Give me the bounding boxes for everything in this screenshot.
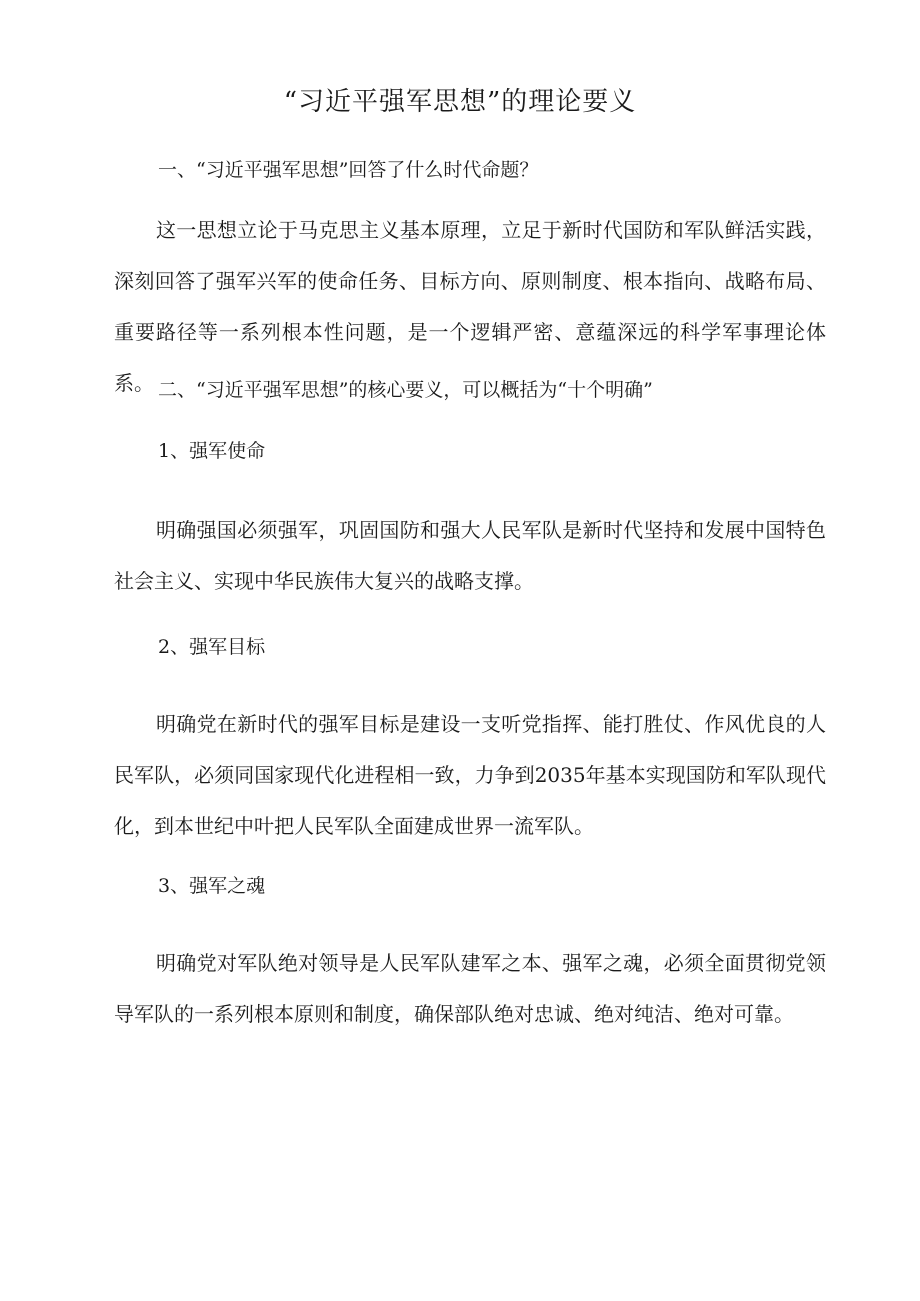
subsection-heading-1: 1、强军使命 <box>158 440 266 462</box>
subsection-paragraph-2: 明确党在新时代的强军目标是建设一支听党指挥、能打胜仗、作风优良的人民军队，必须同国家现代化进程相一致，力争到2035年基本实现国防和军队现代化，到本世纪中叶把人民军队全面建成世界一流军队。 <box>114 712 826 838</box>
document-title: “习近平强军思想”的理论要义 <box>283 87 637 117</box>
subsection-heading-3: 3、强军之魂 <box>158 875 266 897</box>
subsection-heading-2: 2、强军目标 <box>158 636 266 658</box>
subsection-paragraph-3: 明确党对军队绝对领导是人民军队建军之本、强军之魂，必须全面贯彻党领导军队的一系列根本原则和制度，确保部队绝对忠诚、绝对纯洁、绝对可靠。 <box>114 951 826 1026</box>
section-paragraph-1: 这一思想立论于马克思主义基本原理，立足于新时代国防和军队鲜活实践，深刻回答了强军兴军的使命任务、目标方向、原则制度、根本指向、战略布局、重要路径等一系列根本性问题，是一个逻辑严密、意蕴深远的科学军事理论体系。 <box>114 218 826 395</box>
section-heading-2: 二、“习近平强军思想”的核心要义，可以概括为“十个明确” <box>158 379 653 401</box>
subsection-paragraph-1: 明确强国必须强军，巩固国防和强大人民军队是新时代坚持和发展中国特色社会主义、实现中华民族伟大复兴的战略支撑。 <box>114 518 826 593</box>
section-heading-1: 一、“习近平强军思想”回答了什么时代命题？ <box>158 159 539 181</box>
